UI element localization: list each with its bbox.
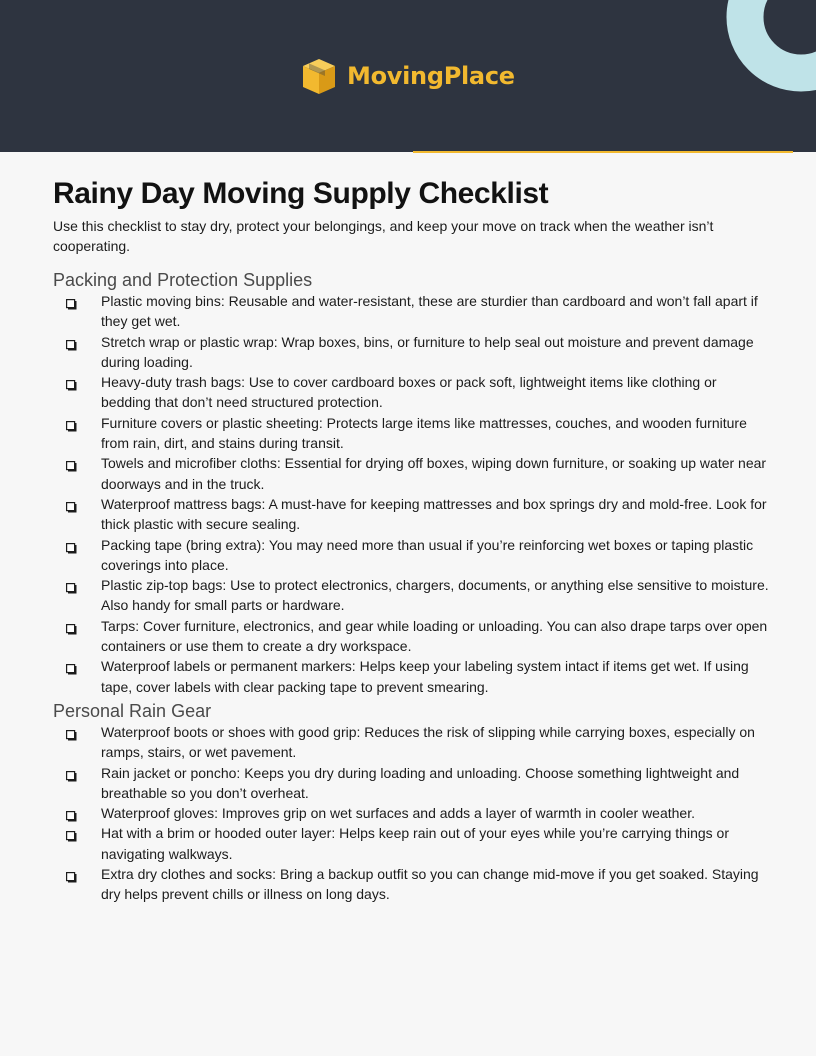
brand-logo	[299, 56, 515, 96]
checklist-item	[53, 616, 769, 657]
header-accent-line	[413, 151, 793, 153]
checklist-item	[53, 332, 769, 373]
checklist-item	[53, 823, 769, 864]
checkbox-icon	[66, 726, 77, 737]
checkbox-icon	[66, 827, 77, 838]
checklist-item-text: Waterproof labels or permanent markers: Helps keep your labeling system intact if items get wet. If using tape, cover labels with clear packing tape to prevent smearing.	[101, 658, 749, 695]
checklist-item-text: Tarps: Cover furniture, electronics, and gear while loading or unloading. You can also drape tarps over open containers or use them to create a dry workspace.	[101, 617, 768, 655]
checkbox-icon	[66, 539, 77, 550]
document-body	[53, 176, 769, 905]
checkbox-icon	[66, 807, 77, 818]
checklist-item	[53, 453, 769, 494]
checklist-item-text: Waterproof boots or shoes with good grip: Reduces the risk of slipping while carrying boxes, especially on ramps, stairs, or wet pavement.	[101, 723, 755, 761]
checklist-item	[53, 372, 769, 413]
checkbox-icon	[66, 767, 77, 778]
checkbox-icon	[66, 336, 77, 347]
brand-name: MovingPlace	[347, 62, 515, 90]
checklist-item	[53, 763, 769, 804]
checklist-item	[53, 656, 769, 697]
checklist-item	[53, 535, 769, 576]
checklist-item-text: Plastic zip-top bags: Use to protect electronics, chargers, documents, or anything else sensitive to moisture. Also handy for small parts or hardware.	[101, 577, 769, 614]
header-banner	[0, 0, 816, 152]
checkbox-icon	[66, 868, 77, 879]
checklist-item	[53, 575, 769, 616]
checkbox-icon	[66, 376, 77, 387]
checklist-item-text: Extra dry clothes and socks: Bring a backup outfit so you can change mid-move if you get soaked. Staying dry helps prevent chills or illness on long days.	[101, 866, 759, 903]
checklist-item-text: Plastic moving bins: Reusable and water-resistant, these are sturdier than cardboard and won’t fall apart if they get wet.	[101, 293, 758, 330]
checklist-item	[53, 722, 769, 763]
checkbox-icon	[66, 579, 77, 590]
box-cube-icon	[299, 56, 339, 96]
checkbox-icon	[66, 620, 77, 631]
checklist-item	[53, 864, 769, 905]
checklist-rain-gear	[53, 722, 769, 905]
checklist-item	[53, 803, 769, 823]
decorative-ring-icon	[726, 0, 816, 92]
checklist-item-text: Furniture covers or plastic sheeting: Protects large items like mattresses, couches, and wooden furniture from rain, dirt, and stains during transit.	[101, 414, 747, 452]
checkbox-icon	[66, 660, 77, 671]
checklist-item-text: Stretch wrap or plastic wrap: Wrap boxes, bins, or furniture to help seal out moisture and prevent damage during loading.	[101, 333, 754, 370]
intro-paragraph: Use this checklist to stay dry, protect your belongings, and keep your move on track when the weather isn’t cooperating.	[53, 218, 714, 254]
checklist-item	[53, 291, 769, 332]
section-heading-rain-gear: Personal Rain Gear	[53, 700, 212, 721]
page-title: Rainy Day Moving Supply Checklist	[53, 177, 549, 210]
checkbox-icon	[66, 295, 77, 306]
checkbox-icon	[66, 498, 77, 509]
checklist-item	[53, 413, 769, 454]
checklist-item-text: Waterproof mattress bags: A must-have for keeping mattresses and box springs dry and mold-free. Look for thick plastic with secure sealing.	[101, 495, 767, 533]
checklist-item-text: Hat with a brim or hooded outer layer: Helps keep rain out of your eyes while you’re carrying things or navigating walkways.	[101, 825, 729, 862]
checklist-item-text: Packing tape (bring extra): You may need more than usual if you’re reinforcing wet boxes or taping plastic coverings into place.	[101, 536, 754, 573]
checklist-item	[53, 494, 769, 535]
checklist-item-text: Waterproof gloves: Improves grip on wet surfaces and adds a layer of warmth in cooler weather.	[101, 805, 695, 822]
checklist-packing	[53, 291, 769, 697]
section-heading-packing: Packing and Protection Supplies	[53, 270, 313, 290]
checkbox-icon	[66, 417, 77, 428]
checklist-item-text: Rain jacket or poncho: Keeps you dry during loading and unloading. Choose something lightweight and breathable so you don’t overheat.	[101, 764, 740, 801]
checkbox-icon	[66, 457, 77, 468]
checklist-item-text: Towels and microfiber cloths: Essential for drying off boxes, wiping down furniture, or soaking up water near doorways and in the truck.	[101, 455, 767, 492]
checklist-item-text: Heavy-duty trash bags: Use to cover cardboard boxes or pack soft, lightweight items like clothing or bedding that don’t need structured protection.	[101, 374, 717, 411]
